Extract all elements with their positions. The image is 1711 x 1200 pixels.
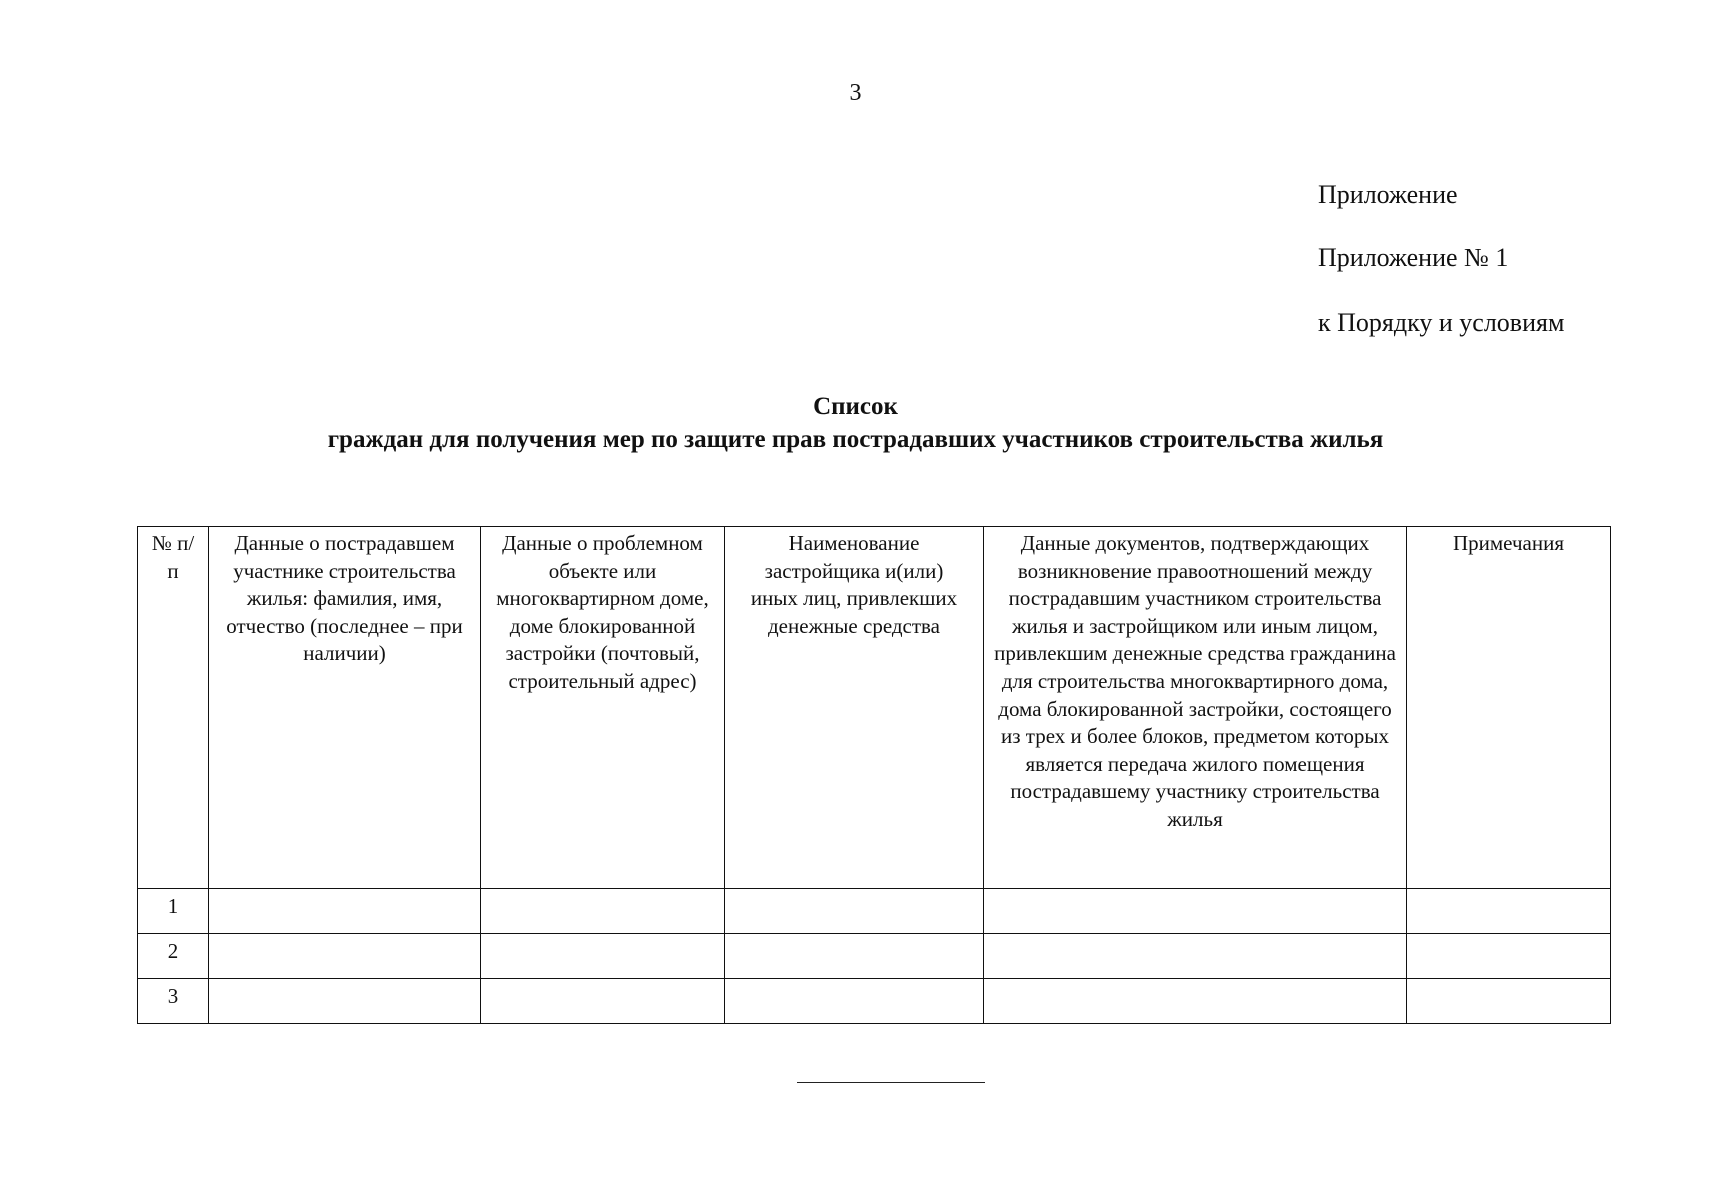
table-cell	[1407, 889, 1611, 934]
footer-divider	[797, 1082, 985, 1083]
table-cell	[209, 889, 481, 934]
table-cell	[481, 979, 725, 1024]
table-cell	[481, 889, 725, 934]
header-notes: Примечания	[1407, 527, 1611, 889]
title-subheading: граждан для получения мер по защите прав пострадавших участников строительства жилья	[327, 426, 1384, 453]
citizens-list-table	[137, 526, 1611, 1024]
header-object-data: Данные о проблемном объекте или многоквартирном доме, доме блокированной застройки (почтовый, строительный адрес)	[481, 527, 725, 889]
table-cell	[481, 934, 725, 979]
table-cell	[984, 934, 1407, 979]
title-heading: Список	[813, 393, 898, 420]
row-number-cell: 3	[138, 979, 209, 1024]
table-cell	[725, 934, 984, 979]
table-cell	[725, 889, 984, 934]
table-row	[138, 889, 1611, 934]
table-cell	[984, 979, 1407, 1024]
appendix-reference: к Порядку и условиям	[1318, 308, 1565, 337]
document-title	[0, 390, 1711, 456]
page-number: 3	[849, 80, 862, 106]
table-row	[138, 934, 1611, 979]
header-victim-data: Данные о пострадавшем участнике строительства жилья: фамилия, имя, отчество (последнее – при наличии)	[209, 527, 481, 889]
table-cell	[984, 889, 1407, 934]
table-cell	[1407, 979, 1611, 1024]
header-developer-name: Наименование застройщика и(или) иных лиц, привлекших денежные средства	[725, 527, 984, 889]
table-cell	[209, 979, 481, 1024]
header-documents-data: Данные документов, подтверждающих возникновение правоотношений между пострадавшим участником строительства жилья и застройщиком или иным лицом, привлекшим денежные средства гражданина для строительства многоквартирного дома, дома блокированной застройки, состоящего из трех и более блоков, предметом которых является передача жилого помещения пострадавшему участнику строительства жилья	[984, 527, 1407, 889]
appendix-label: Приложение	[1318, 180, 1458, 209]
table-header-row	[138, 527, 1611, 889]
header-number: № п/п	[138, 527, 209, 889]
table-cell	[209, 934, 481, 979]
table-cell	[1407, 934, 1611, 979]
table-cell	[725, 979, 984, 1024]
row-number-cell: 2	[138, 934, 209, 979]
row-number-cell: 1	[138, 889, 209, 934]
table-row	[138, 979, 1611, 1024]
appendix-number: Приложение № 1	[1318, 243, 1509, 272]
